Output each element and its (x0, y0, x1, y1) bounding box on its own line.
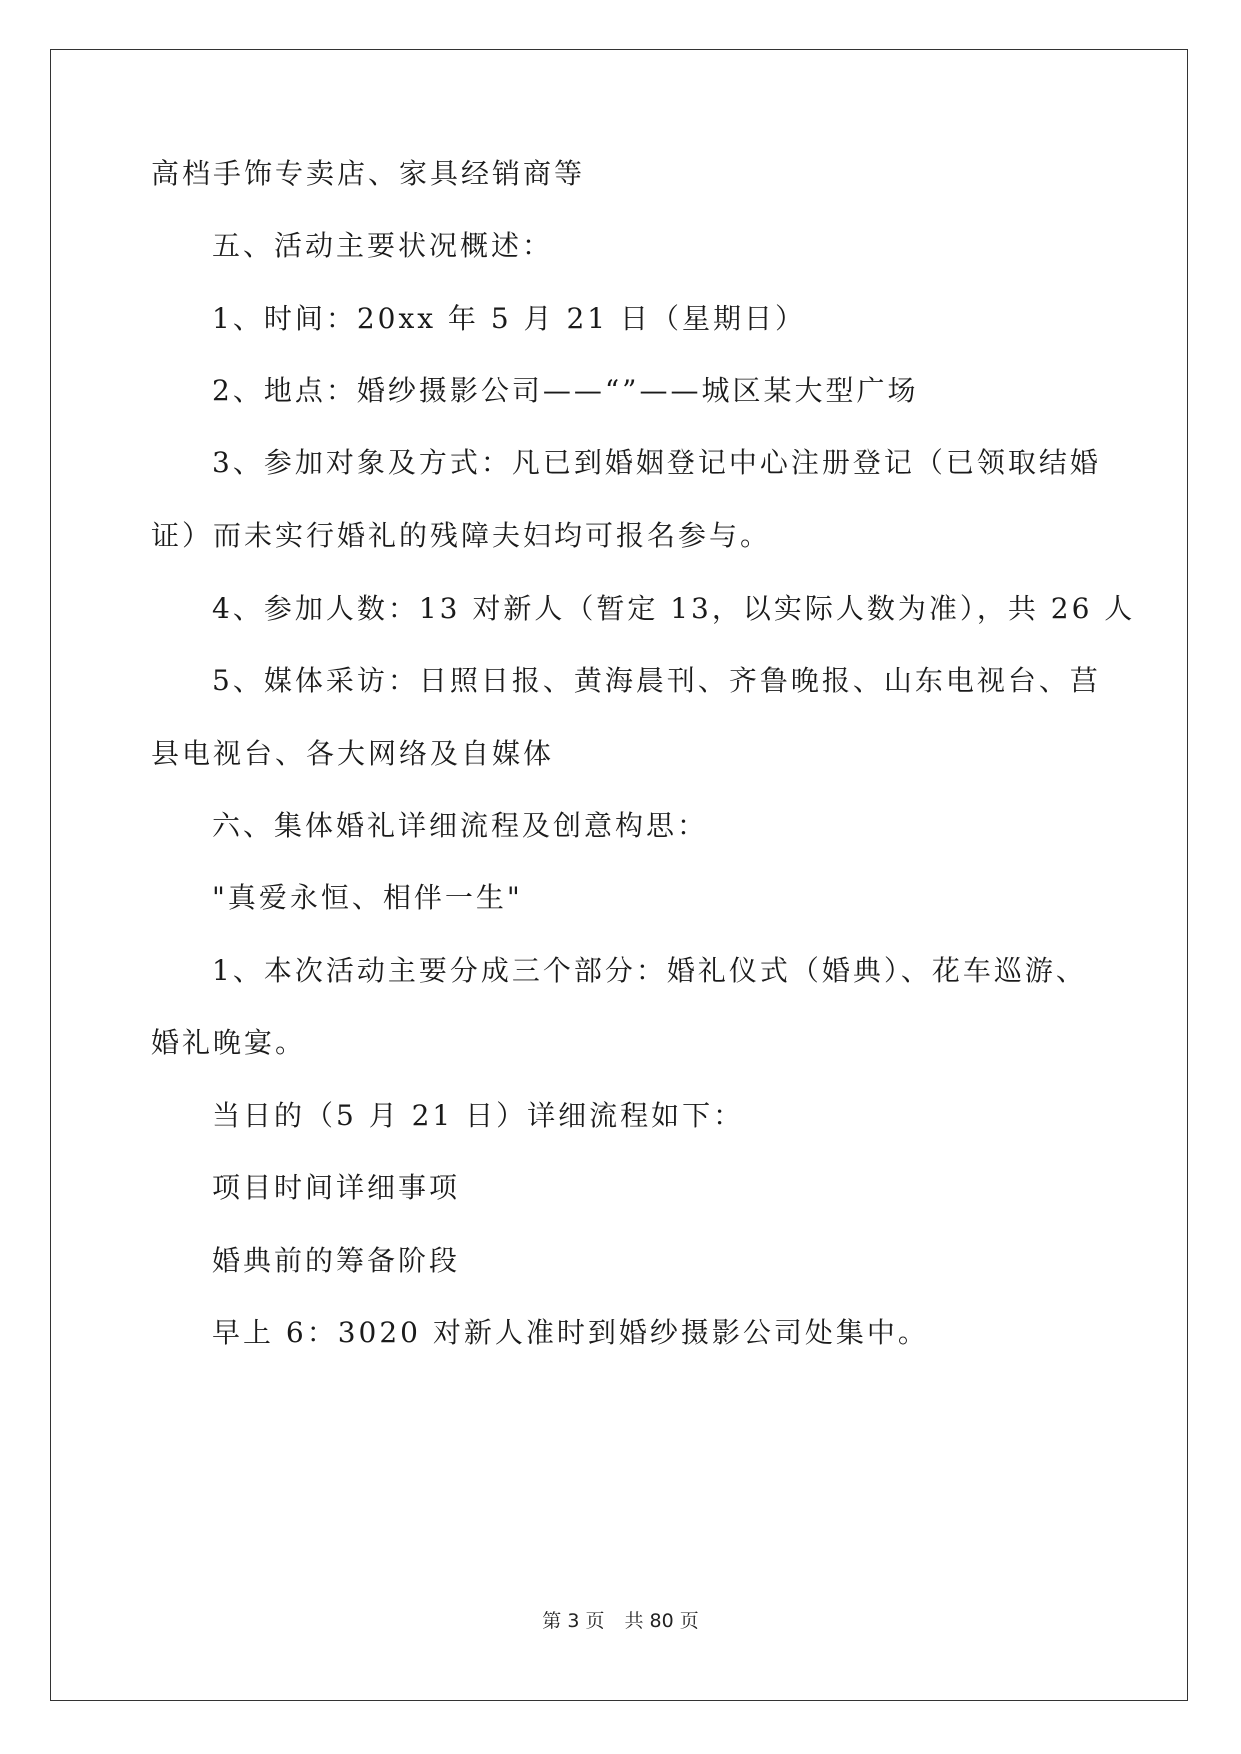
total-page-count: 共 80 页 (624, 1610, 699, 1632)
section-heading: 六、集体婚礼详细流程及创意构思： (212, 809, 709, 842)
text-line: "真爱永恒、相伴一生" (212, 881, 523, 914)
text-line: 早上 6：3020 对新人准时到婚纱摄影公司处集中。 (212, 1316, 929, 1349)
text-line: 5、媒体采访：日照日报、黄海晨刊、齐鲁晚报、山东电视台、莒 (212, 664, 1101, 697)
text-line: 证）而未实行婚礼的残障夫妇均可报名参与。 (151, 519, 772, 552)
text-line: 4、参加人数：13 对新人（暂定 13，以实际人数为准），共 26 人 (212, 592, 1136, 625)
text-line: 1、本次活动主要分成三个部分：婚礼仪式（婚典）、花车巡游、 (212, 954, 1087, 987)
text-line: 项目时间详细事项 (212, 1171, 461, 1204)
text-line: 婚礼晚宴。 (151, 1026, 307, 1059)
text-line: 2、地点：婚纱摄影公司——“”——城区某大型广场 (212, 374, 919, 407)
text-line: 婚典前的筹备阶段 (212, 1244, 461, 1277)
section-heading: 五、活动主要状况概述： (212, 229, 554, 262)
text-line: 1、时间：20xx 年 5 月 21 日（星期日） (212, 302, 806, 335)
current-page-number: 第 3 页 (542, 1610, 605, 1632)
page-footer (0, 1606, 1241, 1633)
text-line: 高档手饰专卖店、家具经销商等 (151, 157, 586, 190)
text-line: 当日的（5 月 21 日）详细流程如下： (212, 1099, 745, 1132)
page-border (50, 49, 1188, 1701)
text-line: 县电视台、各大网络及自媒体 (151, 737, 555, 770)
text-line: 3、参加对象及方式：凡已到婚姻登记中心注册登记（已领取结婚 (212, 446, 1101, 479)
